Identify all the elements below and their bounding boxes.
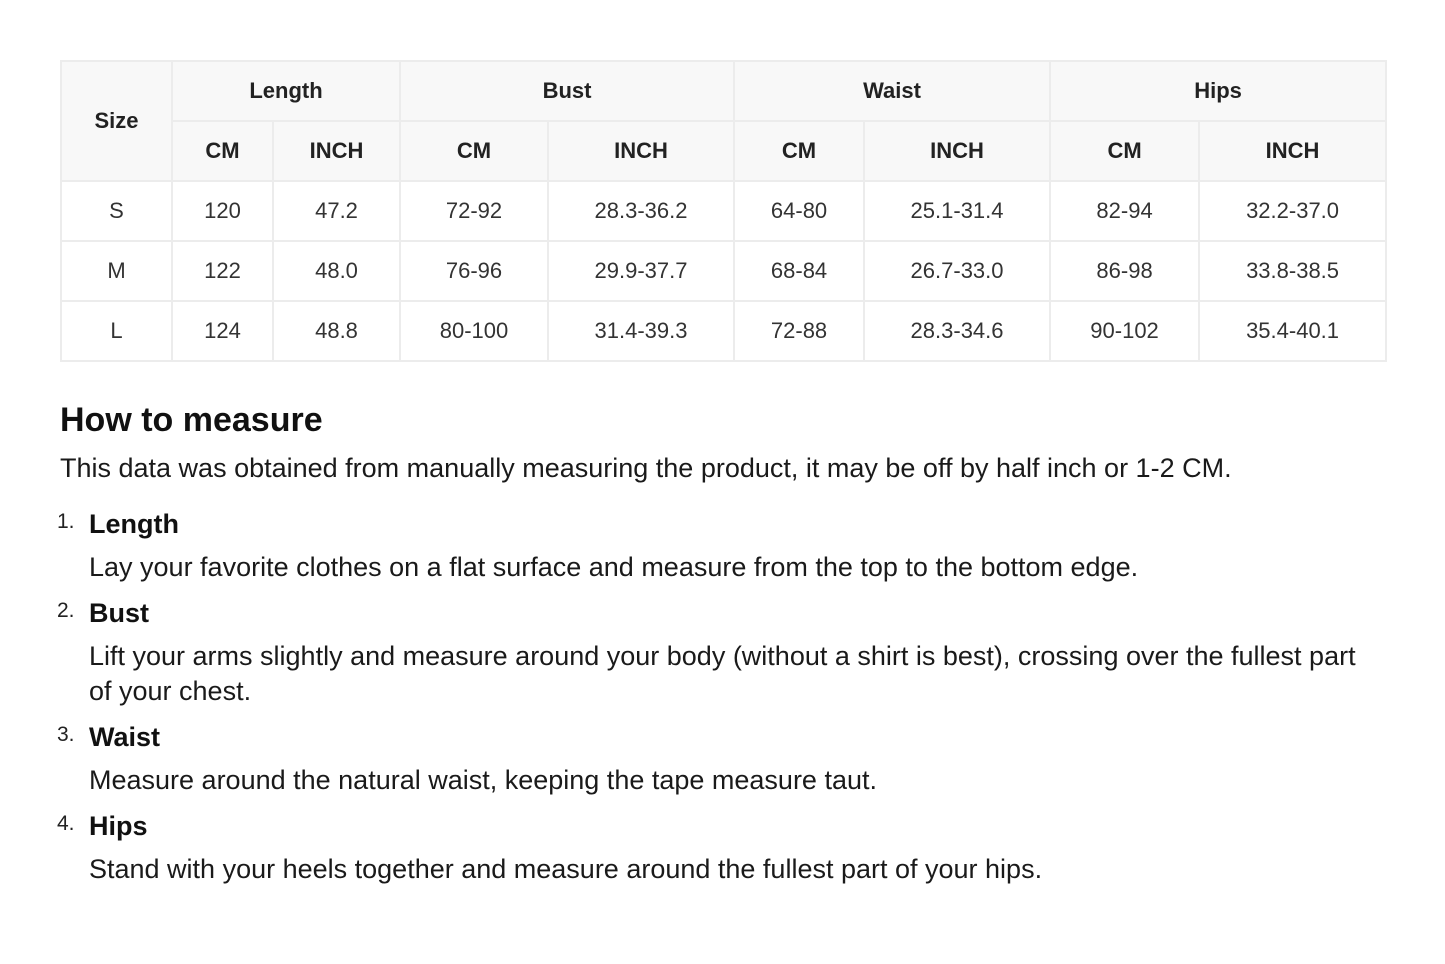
table-cell: 122	[172, 241, 273, 301]
step-title: Bust	[89, 598, 149, 628]
size-cell: S	[61, 181, 172, 241]
unit-header: INCH	[864, 121, 1050, 181]
size-chart-table	[60, 60, 1387, 362]
table-cell: 31.4-39.3	[548, 301, 734, 361]
step-number: 4.	[57, 812, 75, 835]
table-cell: 48.0	[273, 241, 400, 301]
step-description: Stand with your heels together and measure around the fullest part of your hips.	[89, 854, 1043, 884]
table-cell: 86-98	[1050, 241, 1199, 301]
table-row	[61, 241, 1386, 301]
size-cell: M	[61, 241, 172, 301]
table-cell: 48.8	[273, 301, 400, 361]
bust-group-header: Bust	[400, 61, 734, 121]
step-number: 2.	[57, 599, 75, 622]
table-cell: 72-88	[734, 301, 864, 361]
size-cell: L	[61, 301, 172, 361]
table-cell: 33.8-38.5	[1199, 241, 1386, 301]
unit-header: CM	[1050, 121, 1199, 181]
unit-header: CM	[172, 121, 273, 181]
step-number: 3.	[57, 723, 75, 746]
table-row	[61, 181, 1386, 241]
waist-group-header: Waist	[734, 61, 1050, 121]
step-description: Lay your favorite clothes on a flat surface and measure from the top to the bottom edge.	[89, 552, 1139, 582]
table-cell: 90-102	[1050, 301, 1199, 361]
table-cell: 28.3-36.2	[548, 181, 734, 241]
table-unit-row	[61, 121, 1386, 181]
list-item	[57, 717, 1385, 798]
size-column-header: Size	[61, 61, 172, 181]
step-title: Waist	[89, 722, 161, 752]
hips-group-header: Hips	[1050, 61, 1386, 121]
size-guide	[57, 60, 1385, 895]
step-title: Hips	[89, 811, 148, 841]
table-cell: 82-94	[1050, 181, 1199, 241]
table-cell: 124	[172, 301, 273, 361]
table-cell: 72-92	[400, 181, 548, 241]
step-number: 1.	[57, 510, 75, 533]
step-title: Length	[89, 509, 179, 539]
list-item	[57, 806, 1385, 887]
table-cell: 47.2	[273, 181, 400, 241]
table-cell: 80-100	[400, 301, 548, 361]
table-cell: 76-96	[400, 241, 548, 301]
how-to-measure-intro: This data was obtained from manually measuring the product, it may be off by half inch or 1-2 CM.	[60, 453, 1232, 483]
table-cell: 68-84	[734, 241, 864, 301]
table-cell: 25.1-31.4	[864, 181, 1050, 241]
step-description: Measure around the natural waist, keeping the tape measure taut.	[89, 765, 877, 795]
table-cell: 35.4-40.1	[1199, 301, 1386, 361]
unit-header: CM	[400, 121, 548, 181]
how-to-measure-title: How to measure	[60, 401, 323, 439]
table-cell: 32.2-37.0	[1199, 181, 1386, 241]
list-item	[57, 504, 1385, 585]
unit-header: INCH	[273, 121, 400, 181]
step-description: Lift your arms slightly and measure around your body (without a shirt is best), crossing over the fullest part of your chest.	[89, 641, 1356, 706]
unit-header: INCH	[548, 121, 734, 181]
table-header-row	[61, 61, 1386, 121]
table-cell: 29.9-37.7	[548, 241, 734, 301]
table-cell: 64-80	[734, 181, 864, 241]
table-cell: 120	[172, 181, 273, 241]
unit-header: INCH	[1199, 121, 1386, 181]
table-cell: 26.7-33.0	[864, 241, 1050, 301]
list-item	[57, 593, 1385, 709]
measure-steps-list	[57, 504, 1385, 887]
table-row	[61, 301, 1386, 361]
length-group-header: Length	[172, 61, 400, 121]
unit-header: CM	[734, 121, 864, 181]
table-cell: 28.3-34.6	[864, 301, 1050, 361]
